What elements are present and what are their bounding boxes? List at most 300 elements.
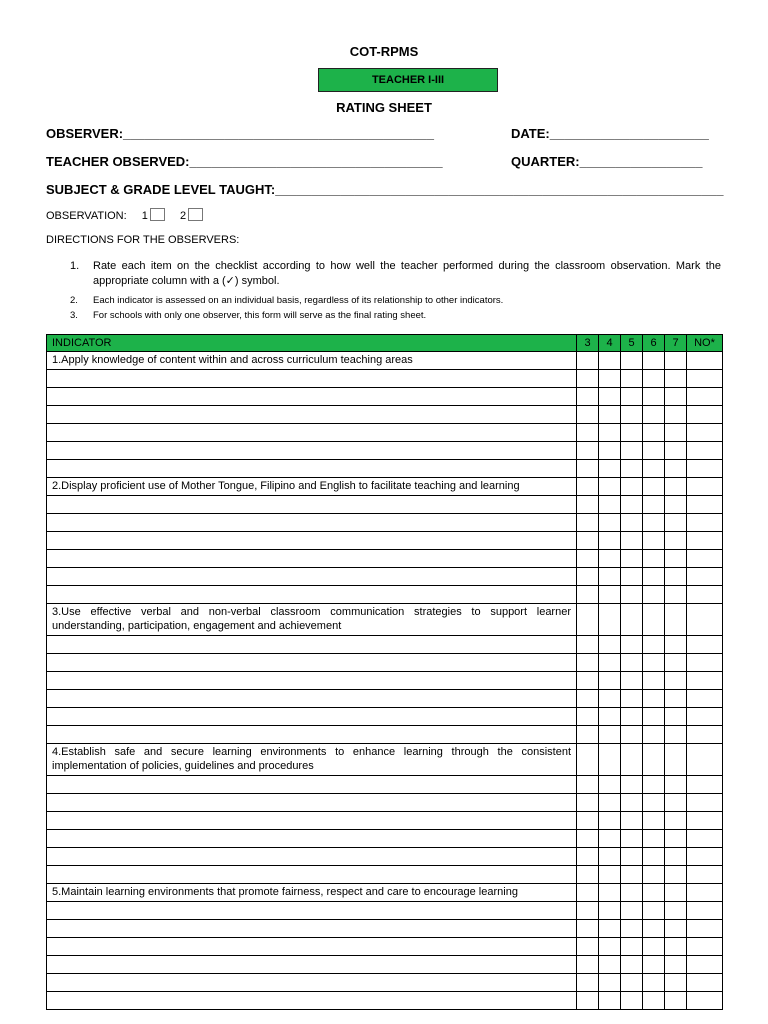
rating-cell[interactable]	[643, 848, 665, 866]
notes-cell[interactable]	[47, 726, 577, 744]
rating-cell[interactable]	[621, 550, 643, 568]
rating-cell[interactable]	[577, 406, 599, 424]
direction-number: 1.	[70, 260, 80, 272]
notes-cell[interactable]	[47, 370, 577, 388]
rating-cell[interactable]	[599, 956, 621, 974]
notes-cell[interactable]	[47, 812, 577, 830]
rating-cell[interactable]	[621, 672, 643, 690]
rating-cell[interactable]	[621, 848, 643, 866]
rating-cell[interactable]	[643, 532, 665, 550]
rating-cell[interactable]	[621, 902, 643, 920]
blank-row	[47, 708, 723, 726]
rating-cell[interactable]	[665, 848, 687, 866]
rating-cell[interactable]	[599, 974, 621, 992]
not-observed-cell[interactable]	[687, 708, 723, 726]
blank-row	[47, 992, 723, 1010]
notes-cell[interactable]	[47, 388, 577, 406]
blank-row	[47, 690, 723, 708]
table-header-row	[47, 335, 723, 352]
teacher-level-banner: TEACHER I-III	[318, 68, 498, 92]
rating-cell[interactable]	[621, 370, 643, 388]
notes-cell[interactable]	[47, 442, 577, 460]
rating-cell[interactable]	[621, 586, 643, 604]
not-observed-cell[interactable]	[687, 830, 723, 848]
rating-cell[interactable]	[621, 812, 643, 830]
rating-cell[interactable]	[643, 690, 665, 708]
rating-cell[interactable]	[577, 884, 599, 902]
notes-cell[interactable]	[47, 920, 577, 938]
rating-cell[interactable]	[665, 884, 687, 902]
notes-cell[interactable]	[47, 586, 577, 604]
rating-cell[interactable]	[577, 654, 599, 672]
observation-row	[46, 208, 203, 222]
rating-cell[interactable]	[621, 442, 643, 460]
rating-cell[interactable]	[577, 478, 599, 496]
rating-cell[interactable]	[577, 776, 599, 794]
not-observed-cell[interactable]	[687, 406, 723, 424]
rating-cell[interactable]	[665, 866, 687, 884]
rating-cell[interactable]	[621, 690, 643, 708]
rating-cell[interactable]	[599, 388, 621, 406]
rating-cell[interactable]	[665, 460, 687, 478]
blank-row	[47, 460, 723, 478]
rating-cell[interactable]	[665, 956, 687, 974]
notes-cell[interactable]	[47, 496, 577, 514]
rating-cell[interactable]	[643, 568, 665, 586]
direction-text: For schools with only one observer, this form will serve as the final rating sheet.	[93, 310, 427, 321]
not-observed-cell[interactable]	[687, 690, 723, 708]
rating-cell[interactable]	[643, 672, 665, 690]
quarter-field[interactable]: QUARTER:_________________	[511, 154, 703, 169]
rating-cell[interactable]	[643, 884, 665, 902]
rating-cell[interactable]	[599, 478, 621, 496]
rating-cell[interactable]	[643, 586, 665, 604]
notes-cell[interactable]	[47, 550, 577, 568]
notes-cell[interactable]	[47, 460, 577, 478]
observer-field[interactable]: OBSERVER:___________________________________________	[46, 126, 434, 141]
blank-row	[47, 672, 723, 690]
rating-cell[interactable]	[577, 496, 599, 514]
rating-cell[interactable]	[599, 442, 621, 460]
rating-cell[interactable]	[577, 604, 599, 636]
notes-cell[interactable]	[47, 708, 577, 726]
blank-row	[47, 830, 723, 848]
rating-cell[interactable]	[599, 830, 621, 848]
blank-row	[47, 514, 723, 532]
notes-cell[interactable]	[47, 532, 577, 550]
rating-cell[interactable]	[643, 442, 665, 460]
rating-cell[interactable]	[621, 654, 643, 672]
rating-cell[interactable]	[621, 866, 643, 884]
blank-row	[47, 586, 723, 604]
rating-cell[interactable]	[643, 938, 665, 956]
rating-cell[interactable]	[577, 690, 599, 708]
notes-cell[interactable]	[47, 776, 577, 794]
rating-cell[interactable]	[665, 532, 687, 550]
rating-cell[interactable]	[599, 672, 621, 690]
rating-cell[interactable]	[621, 708, 643, 726]
rating-cell[interactable]	[621, 726, 643, 744]
notes-cell[interactable]	[47, 636, 577, 654]
teacher-observed-field[interactable]: TEACHER OBSERVED:___________________________________	[46, 154, 443, 169]
rating-cell[interactable]	[665, 726, 687, 744]
rating-cell[interactable]	[577, 866, 599, 884]
notes-cell[interactable]	[47, 830, 577, 848]
rating-cell[interactable]	[643, 794, 665, 812]
rating-cell[interactable]	[643, 370, 665, 388]
blank-row	[47, 938, 723, 956]
not-observed-column-header: NO*	[687, 335, 723, 352]
not-observed-cell[interactable]	[687, 866, 723, 884]
rating-cell[interactable]	[599, 406, 621, 424]
rating-cell[interactable]	[665, 636, 687, 654]
rating-cell[interactable]	[599, 424, 621, 442]
rating-cell[interactable]	[643, 920, 665, 938]
rating-cell[interactable]	[665, 690, 687, 708]
rating-cell[interactable]	[621, 532, 643, 550]
blank-row	[47, 866, 723, 884]
rating-cell[interactable]	[577, 568, 599, 586]
rating-cell[interactable]	[621, 388, 643, 406]
blank-row	[47, 442, 723, 460]
rating-cell[interactable]	[665, 974, 687, 992]
rating-cell[interactable]	[577, 460, 599, 478]
rating-cell[interactable]	[621, 496, 643, 514]
notes-cell[interactable]	[47, 672, 577, 690]
rating-cell[interactable]	[599, 352, 621, 370]
rating-cell[interactable]	[599, 586, 621, 604]
not-observed-cell[interactable]	[687, 388, 723, 406]
rating-cell[interactable]	[665, 604, 687, 636]
rating-cell[interactable]	[665, 424, 687, 442]
not-observed-cell[interactable]	[687, 568, 723, 586]
rating-cell[interactable]	[643, 744, 665, 776]
score-5-column-header: 5	[621, 335, 643, 352]
blank-row	[47, 424, 723, 442]
rating-cell[interactable]	[577, 794, 599, 812]
rating-cell[interactable]	[599, 776, 621, 794]
not-observed-cell[interactable]	[687, 550, 723, 568]
rating-cell[interactable]	[599, 532, 621, 550]
rating-cell[interactable]	[599, 690, 621, 708]
rating-cell[interactable]	[599, 654, 621, 672]
rating-cell[interactable]	[643, 992, 665, 1010]
rating-cell[interactable]	[577, 586, 599, 604]
rating-cell[interactable]	[577, 388, 599, 406]
rating-cell[interactable]	[577, 830, 599, 848]
rating-cell[interactable]	[599, 636, 621, 654]
rating-cell[interactable]	[577, 514, 599, 532]
not-observed-cell[interactable]	[687, 992, 723, 1010]
notes-cell[interactable]	[47, 848, 577, 866]
rating-cell[interactable]	[665, 352, 687, 370]
not-observed-cell[interactable]	[687, 920, 723, 938]
not-observed-cell[interactable]	[687, 586, 723, 604]
rating-cell[interactable]	[643, 866, 665, 884]
rating-cell[interactable]	[621, 514, 643, 532]
not-observed-cell[interactable]	[687, 726, 723, 744]
blank-row	[47, 370, 723, 388]
rating-cell[interactable]	[643, 726, 665, 744]
not-observed-cell[interactable]	[687, 424, 723, 442]
blank-row	[47, 568, 723, 586]
rating-cell[interactable]	[621, 920, 643, 938]
not-observed-cell[interactable]	[687, 776, 723, 794]
date-field[interactable]: DATE:______________________	[511, 126, 709, 141]
document-title: COT-RPMS	[349, 44, 419, 59]
rating-cell[interactable]	[643, 514, 665, 532]
rating-cell[interactable]	[665, 568, 687, 586]
rating-cell[interactable]	[665, 776, 687, 794]
blank-row	[47, 812, 723, 830]
rating-cell[interactable]	[621, 460, 643, 478]
not-observed-cell[interactable]	[687, 654, 723, 672]
notes-cell[interactable]	[47, 514, 577, 532]
rating-cell[interactable]	[599, 812, 621, 830]
not-observed-cell[interactable]	[687, 744, 723, 776]
notes-cell[interactable]	[47, 406, 577, 424]
rating-cell[interactable]	[643, 604, 665, 636]
rating-table	[46, 334, 723, 1010]
blank-row	[47, 920, 723, 938]
not-observed-cell[interactable]	[687, 460, 723, 478]
rating-cell[interactable]	[577, 708, 599, 726]
not-observed-cell[interactable]	[687, 848, 723, 866]
rating-cell[interactable]	[599, 550, 621, 568]
rating-cell[interactable]	[577, 352, 599, 370]
rating-cell[interactable]	[599, 884, 621, 902]
rating-cell[interactable]	[599, 460, 621, 478]
not-observed-cell[interactable]	[687, 902, 723, 920]
rating-cell[interactable]	[643, 708, 665, 726]
rating-cell[interactable]	[599, 708, 621, 726]
direction-text: Each indicator is assessed on an individual basis, regardless of its relationship to other indicators.	[93, 295, 504, 306]
rating-cell[interactable]	[643, 550, 665, 568]
rating-cell[interactable]	[621, 744, 643, 776]
not-observed-cell[interactable]	[687, 496, 723, 514]
rating-cell[interactable]	[643, 388, 665, 406]
blank-row	[47, 406, 723, 424]
rating-cell[interactable]	[577, 424, 599, 442]
rating-cell[interactable]	[643, 406, 665, 424]
rating-cell[interactable]	[577, 532, 599, 550]
rating-cell[interactable]	[643, 496, 665, 514]
rating-cell[interactable]	[599, 992, 621, 1010]
direction-number: 3.	[70, 310, 78, 321]
indicator-row	[47, 884, 723, 902]
score-7-column-header: 7	[665, 335, 687, 352]
rating-cell[interactable]	[577, 636, 599, 654]
rating-cell[interactable]	[665, 672, 687, 690]
rating-cell[interactable]	[643, 902, 665, 920]
indicator-cell: 2.Display proficient use of Mother Tongue, Filipino and English to facilitate teaching and learning	[47, 478, 577, 496]
rating-cell[interactable]	[599, 604, 621, 636]
rating-cell[interactable]	[665, 654, 687, 672]
observation-label: OBSERVATION:	[46, 210, 127, 222]
rating-cell[interactable]	[599, 744, 621, 776]
score-4-column-header: 4	[599, 335, 621, 352]
subject-grade-field[interactable]: SUBJECT & GRADE LEVEL TAUGHT:______________________________________________________________	[46, 182, 724, 197]
notes-cell[interactable]	[47, 938, 577, 956]
rating-cell[interactable]	[577, 812, 599, 830]
blank-row	[47, 388, 723, 406]
rating-cell[interactable]	[665, 406, 687, 424]
not-observed-cell[interactable]	[687, 974, 723, 992]
rating-cell[interactable]	[621, 406, 643, 424]
notes-cell[interactable]	[47, 956, 577, 974]
rating-cell[interactable]	[643, 478, 665, 496]
direction-text: Rate each item on the checklist according to how well the teacher performed during the classroom observation. Mark the appropriate column with a (✓) symbol.	[93, 260, 721, 287]
not-observed-cell[interactable]	[687, 672, 723, 690]
notes-cell[interactable]	[47, 424, 577, 442]
rating-cell[interactable]	[643, 974, 665, 992]
rating-cell[interactable]	[665, 496, 687, 514]
rating-cell[interactable]	[621, 352, 643, 370]
observation-1-checkbox[interactable]	[150, 208, 165, 221]
score-3-column-header: 3	[577, 335, 599, 352]
blank-row	[47, 636, 723, 654]
rating-cell[interactable]	[621, 636, 643, 654]
rating-cell[interactable]	[643, 654, 665, 672]
rating-cell[interactable]	[665, 830, 687, 848]
not-observed-cell[interactable]	[687, 812, 723, 830]
indicator-cell: 5.Maintain learning environments that promote fairness, respect and care to encourage learning	[47, 884, 577, 902]
blank-row	[47, 496, 723, 514]
blank-row	[47, 974, 723, 992]
rating-cell[interactable]	[643, 636, 665, 654]
rating-cell[interactable]	[577, 726, 599, 744]
not-observed-cell[interactable]	[687, 478, 723, 496]
blank-row	[47, 848, 723, 866]
rating-cell[interactable]	[665, 812, 687, 830]
not-observed-cell[interactable]	[687, 532, 723, 550]
rating-cell[interactable]	[621, 974, 643, 992]
not-observed-cell[interactable]	[687, 514, 723, 532]
observation-option-2-label: 2	[179, 210, 187, 222]
rating-cell[interactable]	[643, 956, 665, 974]
rating-cell[interactable]	[599, 938, 621, 956]
score-6-column-header: 6	[643, 335, 665, 352]
not-observed-cell[interactable]	[687, 794, 723, 812]
notes-cell[interactable]	[47, 654, 577, 672]
notes-cell[interactable]	[47, 992, 577, 1010]
indicator-column-header: INDICATOR	[47, 335, 577, 352]
rating-cell[interactable]	[665, 920, 687, 938]
rating-cell[interactable]	[577, 442, 599, 460]
rating-cell[interactable]	[643, 812, 665, 830]
rating-cell[interactable]	[599, 496, 621, 514]
not-observed-cell[interactable]	[687, 370, 723, 388]
rating-cell[interactable]	[599, 568, 621, 586]
observation-2-checkbox[interactable]	[188, 208, 203, 221]
blank-row	[47, 776, 723, 794]
rating-cell[interactable]	[577, 992, 599, 1010]
rating-cell[interactable]	[665, 550, 687, 568]
rating-cell[interactable]	[599, 848, 621, 866]
rating-cell[interactable]	[665, 388, 687, 406]
rating-cell[interactable]	[599, 920, 621, 938]
rating-cell[interactable]	[621, 794, 643, 812]
rating-cell[interactable]	[621, 830, 643, 848]
notes-cell[interactable]	[47, 974, 577, 992]
rating-cell[interactable]	[621, 938, 643, 956]
blank-row	[47, 726, 723, 744]
blank-row	[47, 794, 723, 812]
rating-cell[interactable]	[621, 884, 643, 902]
not-observed-cell[interactable]	[687, 938, 723, 956]
not-observed-cell[interactable]	[687, 956, 723, 974]
indicator-cell: 3.Use effective verbal and non-verbal classroom communication strategies to support learner understanding, participation, engagement and achievement	[47, 604, 577, 636]
rating-cell[interactable]	[577, 902, 599, 920]
blank-row	[47, 550, 723, 568]
blank-row	[47, 956, 723, 974]
rating-cell[interactable]	[577, 920, 599, 938]
rating-cell[interactable]	[665, 992, 687, 1010]
rating-cell[interactable]	[665, 442, 687, 460]
rating-cell[interactable]	[665, 938, 687, 956]
rating-cell[interactable]	[665, 794, 687, 812]
rating-cell[interactable]	[643, 460, 665, 478]
rating-cell[interactable]	[621, 568, 643, 586]
rating-cell[interactable]	[643, 830, 665, 848]
notes-cell[interactable]	[47, 902, 577, 920]
not-observed-cell[interactable]	[687, 636, 723, 654]
rating-cell[interactable]	[577, 370, 599, 388]
rating-cell[interactable]	[621, 478, 643, 496]
notes-cell[interactable]	[47, 794, 577, 812]
rating-cell[interactable]	[643, 424, 665, 442]
rating-cell[interactable]	[665, 478, 687, 496]
rating-cell[interactable]	[577, 938, 599, 956]
rating-cell[interactable]	[577, 974, 599, 992]
not-observed-cell[interactable]	[687, 604, 723, 636]
rating-cell[interactable]	[599, 866, 621, 884]
rating-cell[interactable]	[665, 708, 687, 726]
rating-cell[interactable]	[665, 902, 687, 920]
rating-cell[interactable]	[599, 514, 621, 532]
indicator-cell: 4.Establish safe and secure learning environments to enhance learning through the consistent implementation of policies, guidelines and procedures	[47, 744, 577, 776]
rating-cell[interactable]	[665, 744, 687, 776]
rating-cell[interactable]	[621, 604, 643, 636]
direction-number: 2.	[70, 295, 78, 306]
observation-option-1-label: 1	[141, 210, 148, 222]
rating-cell[interactable]	[599, 902, 621, 920]
notes-cell[interactable]	[47, 690, 577, 708]
rating-cell[interactable]	[577, 956, 599, 974]
rating-cell[interactable]	[621, 992, 643, 1010]
rating-cell[interactable]	[577, 672, 599, 690]
notes-cell[interactable]	[47, 866, 577, 884]
rating-cell[interactable]	[665, 514, 687, 532]
rating-cell[interactable]	[621, 424, 643, 442]
not-observed-cell[interactable]	[687, 352, 723, 370]
rating-cell[interactable]	[599, 726, 621, 744]
rating-cell[interactable]	[577, 550, 599, 568]
rating-cell[interactable]	[665, 586, 687, 604]
not-observed-cell[interactable]	[687, 884, 723, 902]
rating-cell[interactable]	[599, 370, 621, 388]
rating-cell[interactable]	[621, 956, 643, 974]
rating-cell[interactable]	[599, 794, 621, 812]
not-observed-cell[interactable]	[687, 442, 723, 460]
rating-cell[interactable]	[643, 776, 665, 794]
rating-cell[interactable]	[665, 370, 687, 388]
rating-cell[interactable]	[643, 352, 665, 370]
rating-cell[interactable]	[577, 744, 599, 776]
rating-cell[interactable]	[577, 848, 599, 866]
notes-cell[interactable]	[47, 568, 577, 586]
rating-cell[interactable]	[621, 776, 643, 794]
